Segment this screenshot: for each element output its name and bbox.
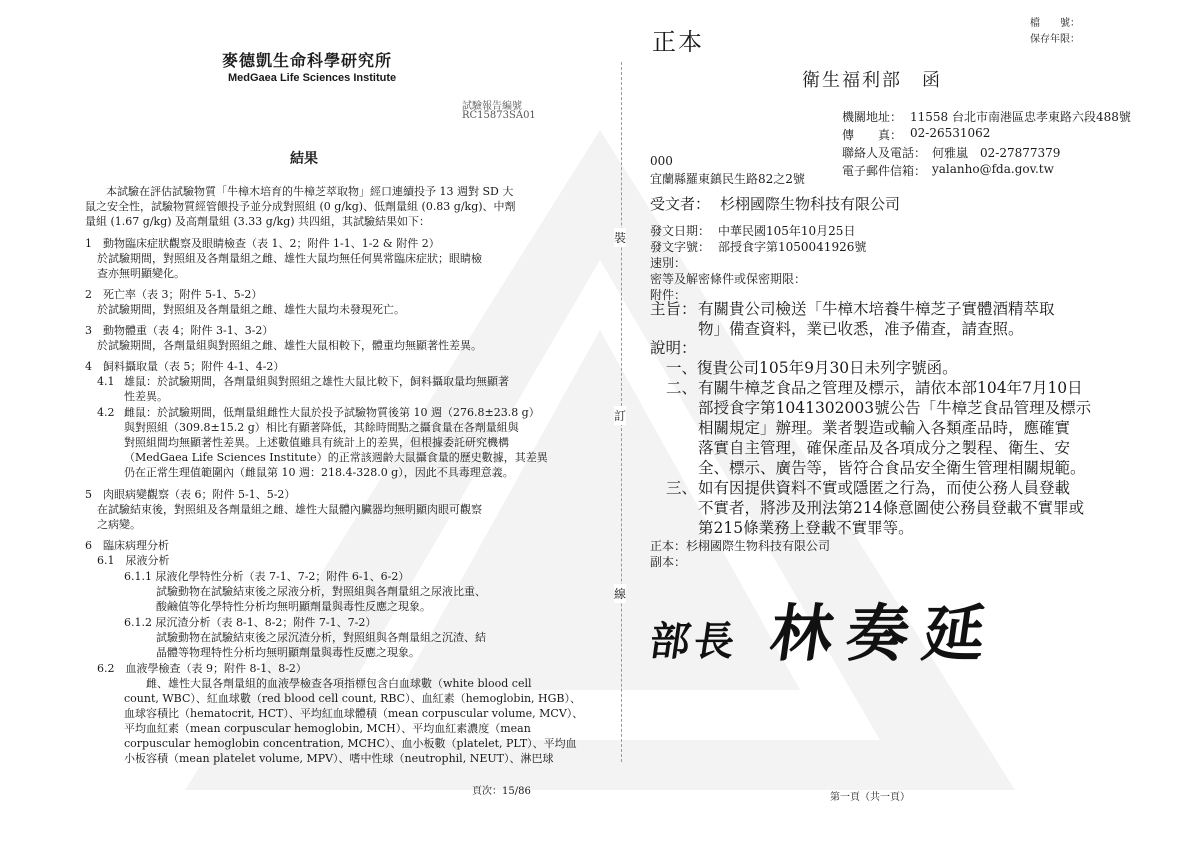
subject-line: 有關貴公司檢送「牛樟木培養牛樟芝子實體酒精萃取 <box>698 300 1055 318</box>
explanation-item-3-line: 不實者，將涉及刑法第214條意圖使公務員登載不實罪或 <box>698 499 1085 517</box>
section-4-title: 4 飼料攝取量（表 5；附件 4-1、4-2） <box>85 360 285 373</box>
explanation-item-2-line: 有關牛樟芝食品之管理及標示，請依本部104年7月10日 <box>698 379 1083 397</box>
original-copy-stamp: 正本 <box>652 28 704 56</box>
binding-mark-ding: 訂 <box>614 406 626 425</box>
section-3-body: 於試驗期間，各劑量組與對照組之雌、雄性大鼠相較下，體重均無顯著性差異。 <box>97 339 482 352</box>
report-number: RC15873SA01 <box>462 110 536 121</box>
original-to-value: 杉栩國際生物科技有限公司 <box>686 539 831 553</box>
original-to-label: 正本： <box>650 539 687 553</box>
retention-period-label: 保存年限： <box>1030 34 1080 45</box>
document-number-label: 發文字號： <box>650 240 711 254</box>
explanation-label: 說明： <box>650 339 697 357</box>
explanation-item-3-line: 第215條業務上登載不實罪等。 <box>698 519 914 537</box>
email-value: yalanho@fda.gov.tw <box>932 162 1054 176</box>
recipient-value: 杉栩國際生物科技有限公司 <box>720 195 901 213</box>
attachment-label: 附件： <box>650 288 687 302</box>
section-6-1-1-title: 6.1.1 尿液化學特性分析（表 7-1、7-2；附件 6-1、6-2） <box>124 570 410 583</box>
section-6-1-1-body: 酸鹼值等化學特性分析均無明顯劑量與毒性反應之現象。 <box>156 600 431 613</box>
intro-line: 鼠之安全性，試驗物質經管餵投予並分成對照組 (0 g/kg)、低劑量組 (0.83 g/kg)、中劑 <box>85 200 516 213</box>
section-6-1-2-title: 6.1.2 尿沉渣分析（表 8-1、8-2；附件 7-1、7-2） <box>124 616 377 629</box>
section-4-2-body: 仍在正常生理值範圍內（雌鼠第 10 週：218.4-328.0 g），因此不具毒理意義。 <box>124 466 514 479</box>
section-2-title: 2 死亡率（表 3；附件 5-1、5-2） <box>85 288 263 301</box>
section-6-2-body: 小板容積（mean platelet volume, MPV）、嗜中性球（neutrophil, NEUT）、淋巴球 <box>124 752 554 765</box>
delivery-speed-label: 速別： <box>650 256 687 270</box>
contact-label: 聯絡人及電話： <box>842 146 927 160</box>
fax-value: 02-26531062 <box>910 126 991 140</box>
section-6-2-body: corpuscular hemoglobin concentration, MCHC）、血小板數（platelet, PLT）、平均血 <box>124 737 577 750</box>
binding-mark-zhuang: 裝 <box>614 228 626 247</box>
section-2-body: 於試驗期間，對照組及各劑量組之雌、雄性大鼠均未發現死亡。 <box>97 303 405 316</box>
section-4-2-body: 與對照組（309.8±15.2 g）相比有顯著降低，其餘時間點之攝食量在各劑量組與 <box>124 421 519 434</box>
postal-code: 000 <box>650 154 673 168</box>
section-1-title: 1 動物臨床症狀觀察及眼睛檢查（表 1、2；附件 1-1、1-2 & 附件 2） <box>85 237 440 250</box>
recipient-address: 宜蘭縣羅東鎮民生路82之2號 <box>650 172 805 186</box>
official-letter-page <box>620 0 1200 848</box>
section-5-title: 5 肉眼病變觀察（表 6；附件 5-1、5-2） <box>85 488 296 501</box>
email-label: 電子郵件信箱： <box>842 164 927 178</box>
signature-name: 林奏延 <box>765 597 1005 670</box>
recipient-label: 受文者： <box>650 195 711 213</box>
explanation-item-2-line: 落實自主管理，確保產品及各項成分之製程、衛生、安 <box>698 439 1071 457</box>
subject-line: 物」備查資料，業已收悉，准予備查，請查照。 <box>698 320 1024 338</box>
section-4-2-number: 4.2 <box>97 406 115 419</box>
section-6-2-body: 血球容積比（hematocrit, HCT）、平均紅血球體積（mean corpuscular volume, MCV）、 <box>124 707 584 720</box>
subject-label: 主旨： <box>650 300 697 318</box>
address-label: 機關地址： <box>842 110 903 124</box>
issue-date: 中華民國105年10月25日 <box>718 224 856 238</box>
section-4-1-number: 4.1 <box>97 375 115 388</box>
section-6-2-body: count, WBC）、紅血球數（red blood cell count, RBC）、血紅素（hemoglobin, HGB）、 <box>124 692 582 705</box>
section-5-body: 之病變。 <box>97 518 141 531</box>
file-number-label: 檔 號： <box>1030 18 1080 29</box>
section-6-1-2-body: 試驗動物在試驗結束後之尿沉渣分析，對照組與各劑量組之沉渣、結 <box>156 631 486 644</box>
copy-to-label: 副本： <box>650 555 687 569</box>
explanation-item-2-line: 全、標示、廣告等，皆符合食品安全衛生管理相關規範。 <box>698 459 1086 477</box>
intro-line: 本試驗在評估試驗物質「牛樟木培育的牛樟芝萃取物」經口連續投予 13 週對 SD 大 <box>106 185 514 198</box>
document-number: 部授食字第1050041926號 <box>718 240 867 254</box>
section-6-1-title: 6.1 尿液分析 <box>97 554 170 567</box>
report-number-label: 試驗報告編號 <box>462 101 522 112</box>
explanation-item-2-line: 部授食字第1041302003號公告「牛樟芝食品管理及標示 <box>698 399 1092 417</box>
letter-page-number: 第一頁（共一頁） <box>830 792 910 803</box>
contact-value: 何雅嵐 02-27877379 <box>932 146 1061 160</box>
section-6-2-title: 6.2 血液學檢查（表 9；附件 8-1、8-2） <box>97 662 307 675</box>
section-4-1-body: 性差異。 <box>124 390 168 403</box>
signature-title: 部長 <box>646 618 742 665</box>
explanation-item-2-number: 二、 <box>666 379 698 397</box>
explanation-item-2-line: 相關規定」辦理。業者製造或輸入各類產品時，應確實 <box>698 419 1071 437</box>
section-4-2-body: 對照組間均無顯著性差異。上述數值雖具有統計上的差異，但根據委託研究機構 <box>124 436 509 449</box>
section-4-1-body: 雄鼠：於試驗期間，各劑量組與對照組之雄性大鼠比較下，飼料攝取量均無顯著 <box>124 375 509 388</box>
binding-mark-xian: 線 <box>614 584 626 603</box>
explanation-item-3-line: 如有因提供資料不實或隱匿之行為，而使公務人員登載 <box>698 479 1071 497</box>
section-6-1-1-body: 試驗動物在試驗結束後之尿液分析，對照組與各劑量組之尿液比重、 <box>156 585 486 598</box>
explanation-item-3-number: 三、 <box>666 479 698 497</box>
issue-date-label: 發文日期： <box>650 224 711 238</box>
issuing-agency-title: 衛生福利部 函 <box>802 70 942 91</box>
minister-signature <box>646 584 1006 673</box>
section-1-body: 查亦無明顯變化。 <box>97 267 185 280</box>
results-heading: 結果 <box>290 151 318 167</box>
intro-line: 量組 (1.67 g/kg) 及高劑量組 (3.33 g/kg) 共四組，其試驗結果如下： <box>85 215 431 228</box>
page-number: 頁次：15/86 <box>472 786 531 797</box>
institute-name-en: MedGaea Life Sciences Institute <box>228 72 397 84</box>
section-6-1-2-body: 晶體等物理特性分析均無明顯劑量與毒性反應之現象。 <box>156 646 420 659</box>
section-5-body: 在試驗結束後，對照組及各劑量組之雌、雄性大鼠體內臟器均無明顯肉眼可觀察 <box>97 503 482 516</box>
institute-name-cn: 麥德凱生命科學研究所 <box>222 51 393 70</box>
address-value: 11558 台北市南港區忠孝東路六段488號 <box>910 110 1131 124</box>
section-4-2-body: 雌鼠：於試驗期間，低劑量組雌性大鼠於投予試驗物質後第 10 週（276.8±23.8 g） <box>124 406 540 419</box>
secrecy-label: 密等及解密條件或保密期限： <box>650 272 807 286</box>
section-6-2-body: 平均血紅素（mean corpuscular hemoglobin, MCH）、平均血紅素濃度（mean <box>124 722 531 735</box>
explanation-item-1: 一、復貴公司105年9月30日未列字號函。 <box>666 359 958 377</box>
section-6-2-body: 雌、雄性大鼠各劑量組的血液學檢查各項指標包含白血球數（white blood cell <box>146 677 532 690</box>
section-1-body: 於試驗期間，對照組及各劑量組之雌、雄性大鼠均無任何異常臨床症狀；眼睛檢 <box>97 252 482 265</box>
section-3-title: 3 動物體重（表 4；附件 3-1、3-2） <box>85 324 274 337</box>
fax-label: 傳 真： <box>842 128 903 142</box>
section-6-title: 6 臨床病理分析 <box>85 539 169 552</box>
section-4-2-body: （MedGaea Life Sciences Institute）的正常該週齡大鼠攝食量的歷史數據，其差異 <box>124 451 548 464</box>
